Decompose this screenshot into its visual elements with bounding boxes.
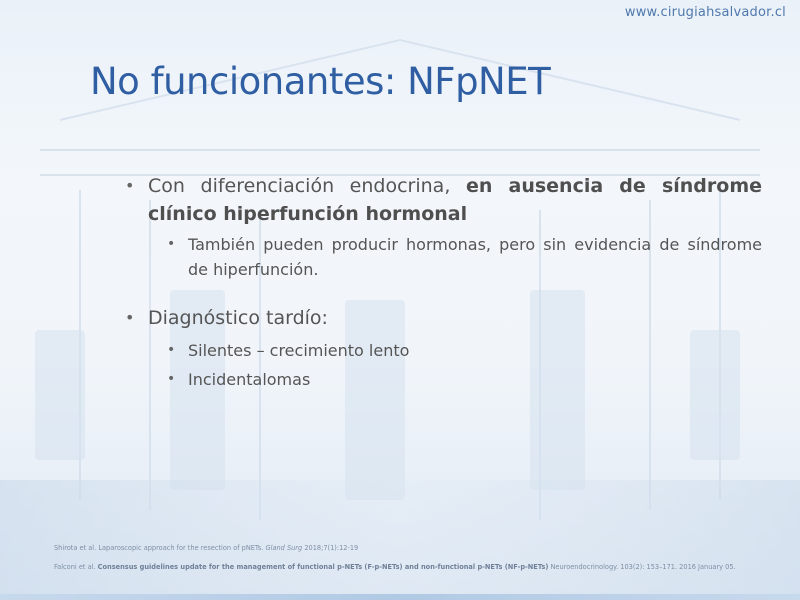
bullet-1-bold-text: en ausencia de síndrome clínico hiperfunción hormonal <box>148 175 762 225</box>
reference-2 <box>54 558 774 577</box>
bullet-1 <box>122 172 762 228</box>
bullet-dot-icon: • <box>167 342 176 358</box>
sub-bullet-2-2-text: Incidentalomas <box>188 370 311 389</box>
bullet-2 <box>122 304 762 332</box>
reference-2-text: Falconi et al. <box>54 563 98 571</box>
bullet-2-text: Diagnóstico tardío: <box>148 307 328 329</box>
reference-1 <box>54 539 774 558</box>
bullet-1-text: Con diferenciación endocrina, <box>148 175 466 197</box>
bottom-bar <box>0 594 800 600</box>
bullet-dot-icon: • <box>125 308 135 327</box>
reference-2-title: Consensus guidelines update for the management of functional p-NETs (F-p-NETs) and non-functional p-NETs (NF-p-NETs) <box>97 563 549 571</box>
reference-1-text: Shirota et al. Laparoscopic approach for the resection of pNETs. <box>54 544 266 552</box>
bullet-dot-icon: • <box>125 176 135 195</box>
bullet-dot-icon: • <box>167 371 176 387</box>
reference-2-citation: Neuroendocrinology. 103(2): 153–171. 2016 January 05. <box>548 563 736 571</box>
sub-bullet-2-1-text: Silentes – crecimiento lento <box>188 341 410 360</box>
reference-1-citation: 2018;7(1):12-19 <box>302 544 359 552</box>
sub-bullet-2-1 <box>122 338 762 363</box>
references <box>54 539 774 577</box>
slide-title: No funcionantes: NFpNET <box>90 60 551 103</box>
website-url: www.cirugiahsalvador.cl <box>624 5 786 20</box>
slide-content <box>122 172 762 392</box>
reference-1-journal: Gland Surg <box>265 544 303 552</box>
sub-bullet-2-2 <box>122 367 762 392</box>
sub-bullet-1-1-text: También pueden producir hormonas, pero sin evidencia de síndrome de hiperfunción. <box>188 235 762 279</box>
sub-bullet-1-1 <box>122 232 762 282</box>
bullet-dot-icon: • <box>167 236 176 252</box>
